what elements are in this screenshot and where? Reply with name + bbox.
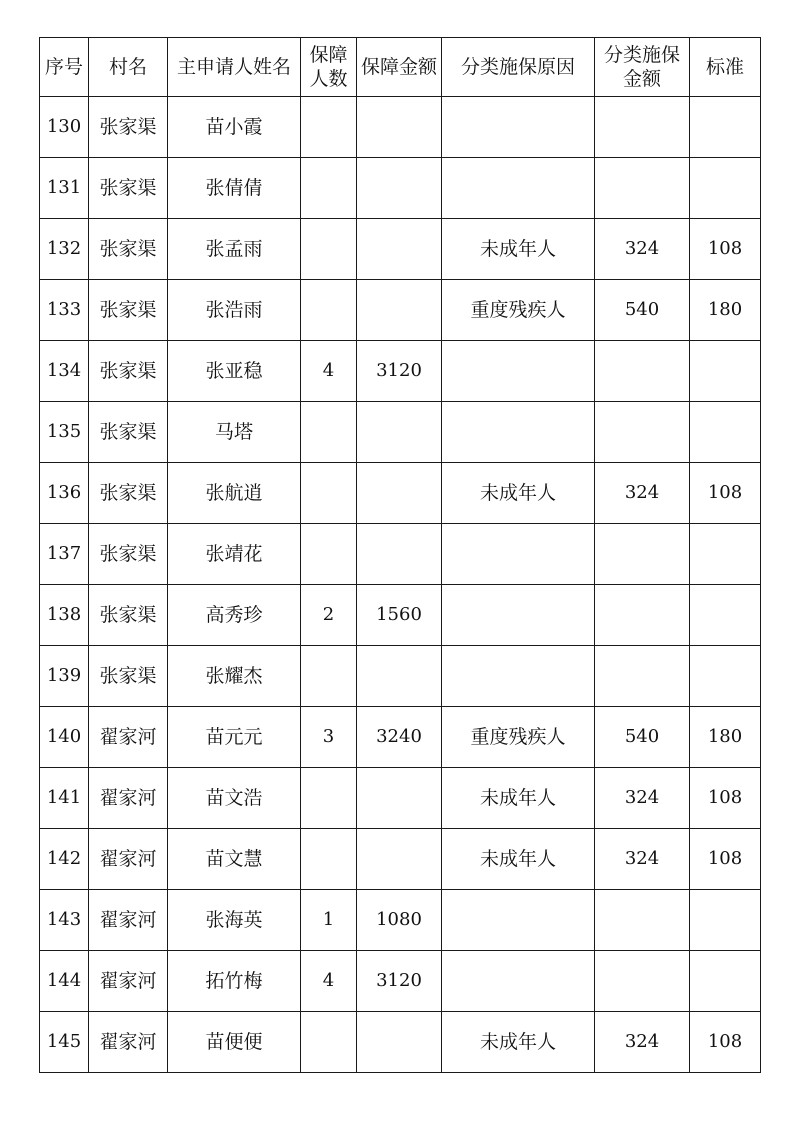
table-row	[40, 646, 761, 707]
cell-standard: 108	[690, 829, 761, 890]
cell-standard	[690, 158, 761, 219]
table-row	[40, 890, 761, 951]
header-category-reason: 分类施保原因	[442, 38, 595, 97]
cell-standard: 108	[690, 768, 761, 829]
cell-insured-count: 4	[301, 341, 357, 402]
cell-category-reason: 重度残疾人	[442, 707, 595, 768]
cell-village: 张家渠	[89, 158, 168, 219]
cell-category-reason: 未成年人	[442, 463, 595, 524]
cell-seq: 141	[40, 768, 89, 829]
cell-insured-amount	[357, 1012, 442, 1073]
cell-village: 翟家河	[89, 890, 168, 951]
table-row	[40, 768, 761, 829]
cell-seq: 130	[40, 97, 89, 158]
cell-insured-count	[301, 463, 357, 524]
cell-applicant: 马塔	[168, 402, 301, 463]
header-category-amount: 分类施保金额	[595, 38, 690, 97]
cell-applicant: 张倩倩	[168, 158, 301, 219]
cell-insured-amount	[357, 463, 442, 524]
cell-seq: 136	[40, 463, 89, 524]
header-insured-amount: 保障金额	[357, 38, 442, 97]
cell-category-amount	[595, 646, 690, 707]
cell-category-reason	[442, 646, 595, 707]
cell-category-amount	[595, 158, 690, 219]
table-row	[40, 585, 761, 646]
cell-insured-amount: 1560	[357, 585, 442, 646]
cell-category-amount: 324	[595, 768, 690, 829]
cell-seq: 135	[40, 402, 89, 463]
cell-village: 张家渠	[89, 219, 168, 280]
cell-category-amount	[595, 341, 690, 402]
cell-standard	[690, 402, 761, 463]
header-seq: 序号	[40, 38, 89, 97]
cell-applicant: 张亚稳	[168, 341, 301, 402]
cell-applicant: 张浩雨	[168, 280, 301, 341]
cell-applicant: 拓竹梅	[168, 951, 301, 1012]
cell-seq: 134	[40, 341, 89, 402]
cell-insured-amount: 3240	[357, 707, 442, 768]
cell-applicant: 苗小霞	[168, 97, 301, 158]
header-row	[40, 38, 761, 97]
assistance-roster-table	[39, 37, 761, 1073]
cell-category-reason	[442, 97, 595, 158]
cell-category-amount	[595, 97, 690, 158]
table-row	[40, 707, 761, 768]
cell-applicant: 高秀珍	[168, 585, 301, 646]
table-row	[40, 219, 761, 280]
cell-standard: 108	[690, 219, 761, 280]
table-row	[40, 341, 761, 402]
header-insured-count: 保障人数	[301, 38, 357, 97]
table-row	[40, 158, 761, 219]
cell-insured-count	[301, 1012, 357, 1073]
cell-seq: 143	[40, 890, 89, 951]
cell-standard: 108	[690, 1012, 761, 1073]
cell-category-amount: 324	[595, 829, 690, 890]
cell-applicant: 张靖花	[168, 524, 301, 585]
cell-insured-count	[301, 280, 357, 341]
cell-insured-count	[301, 158, 357, 219]
table-header	[40, 38, 761, 97]
cell-category-reason: 未成年人	[442, 1012, 595, 1073]
cell-category-reason: 未成年人	[442, 829, 595, 890]
table-row	[40, 951, 761, 1012]
cell-seq: 144	[40, 951, 89, 1012]
cell-standard: 180	[690, 707, 761, 768]
cell-category-amount	[595, 402, 690, 463]
cell-standard	[690, 524, 761, 585]
cell-insured-count	[301, 219, 357, 280]
cell-applicant: 苗便便	[168, 1012, 301, 1073]
table-row	[40, 524, 761, 585]
cell-standard: 180	[690, 280, 761, 341]
cell-category-reason	[442, 524, 595, 585]
cell-category-reason	[442, 585, 595, 646]
cell-insured-amount	[357, 829, 442, 890]
cell-insured-amount	[357, 524, 442, 585]
cell-insured-amount: 3120	[357, 951, 442, 1012]
cell-village: 张家渠	[89, 280, 168, 341]
cell-applicant: 苗元元	[168, 707, 301, 768]
cell-village: 张家渠	[89, 524, 168, 585]
cell-category-reason: 未成年人	[442, 768, 595, 829]
cell-insured-amount: 1080	[357, 890, 442, 951]
cell-category-amount: 324	[595, 463, 690, 524]
cell-insured-count	[301, 402, 357, 463]
cell-category-reason	[442, 951, 595, 1012]
cell-village: 翟家河	[89, 951, 168, 1012]
cell-insured-amount	[357, 768, 442, 829]
header-applicant: 主申请人姓名	[168, 38, 301, 97]
cell-insured-amount	[357, 97, 442, 158]
cell-insured-count	[301, 829, 357, 890]
cell-category-amount	[595, 585, 690, 646]
cell-insured-amount	[357, 219, 442, 280]
cell-category-amount: 540	[595, 280, 690, 341]
cell-standard	[690, 97, 761, 158]
cell-applicant: 苗文慧	[168, 829, 301, 890]
cell-seq: 131	[40, 158, 89, 219]
cell-village: 张家渠	[89, 97, 168, 158]
table-row	[40, 402, 761, 463]
cell-seq: 139	[40, 646, 89, 707]
cell-standard	[690, 341, 761, 402]
cell-category-amount	[595, 951, 690, 1012]
cell-seq: 140	[40, 707, 89, 768]
cell-category-amount	[595, 524, 690, 585]
cell-insured-count	[301, 97, 357, 158]
cell-village: 张家渠	[89, 402, 168, 463]
cell-standard	[690, 585, 761, 646]
cell-village: 张家渠	[89, 585, 168, 646]
cell-seq: 138	[40, 585, 89, 646]
table-row	[40, 97, 761, 158]
cell-seq: 145	[40, 1012, 89, 1073]
cell-insured-count: 2	[301, 585, 357, 646]
header-standard: 标准	[690, 38, 761, 97]
cell-insured-amount: 3120	[357, 341, 442, 402]
cell-category-amount: 324	[595, 219, 690, 280]
cell-village: 张家渠	[89, 463, 168, 524]
cell-insured-amount	[357, 158, 442, 219]
table-row	[40, 280, 761, 341]
cell-insured-count: 4	[301, 951, 357, 1012]
table-row	[40, 829, 761, 890]
cell-insured-amount	[357, 402, 442, 463]
cell-applicant: 张孟雨	[168, 219, 301, 280]
cell-seq: 133	[40, 280, 89, 341]
cell-seq: 137	[40, 524, 89, 585]
table-body	[40, 97, 761, 1073]
cell-seq: 142	[40, 829, 89, 890]
cell-village: 翟家河	[89, 829, 168, 890]
cell-village: 翟家河	[89, 1012, 168, 1073]
cell-village: 张家渠	[89, 341, 168, 402]
cell-insured-count: 1	[301, 890, 357, 951]
cell-village: 翟家河	[89, 768, 168, 829]
cell-applicant: 张航逍	[168, 463, 301, 524]
cell-insured-amount	[357, 280, 442, 341]
cell-category-reason	[442, 890, 595, 951]
cell-insured-count	[301, 768, 357, 829]
cell-seq: 132	[40, 219, 89, 280]
cell-insured-amount	[357, 646, 442, 707]
table-row	[40, 1012, 761, 1073]
cell-category-amount: 324	[595, 1012, 690, 1073]
cell-category-reason: 重度残疾人	[442, 280, 595, 341]
cell-standard	[690, 951, 761, 1012]
cell-applicant: 张海英	[168, 890, 301, 951]
cell-category-amount	[595, 890, 690, 951]
cell-category-amount: 540	[595, 707, 690, 768]
cell-applicant: 张耀杰	[168, 646, 301, 707]
cell-insured-count: 3	[301, 707, 357, 768]
table-row	[40, 463, 761, 524]
cell-category-reason: 未成年人	[442, 219, 595, 280]
cell-village: 翟家河	[89, 707, 168, 768]
cell-village: 张家渠	[89, 646, 168, 707]
cell-applicant: 苗文浩	[168, 768, 301, 829]
cell-standard: 108	[690, 463, 761, 524]
cell-category-reason	[442, 402, 595, 463]
cell-category-reason	[442, 341, 595, 402]
cell-standard	[690, 890, 761, 951]
cell-standard	[690, 646, 761, 707]
cell-insured-count	[301, 524, 357, 585]
cell-category-reason	[442, 158, 595, 219]
header-village: 村名	[89, 38, 168, 97]
cell-insured-count	[301, 646, 357, 707]
